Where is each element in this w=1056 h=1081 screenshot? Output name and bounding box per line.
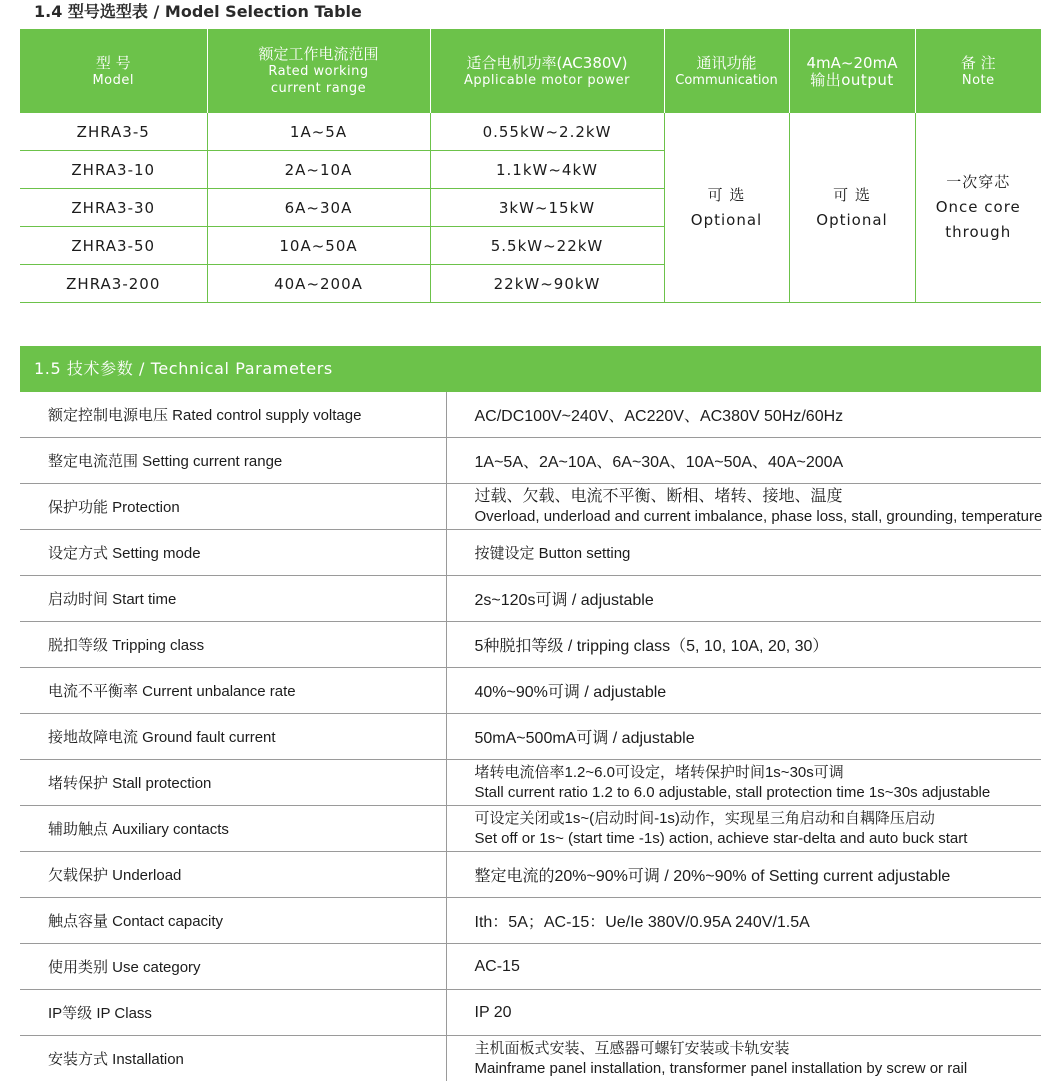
param-name: 辅助触点 Auxiliary contacts bbox=[20, 806, 446, 852]
power-cell: 5.5kW~22kW bbox=[430, 227, 664, 265]
header-zh: 额定工作电流范围 bbox=[208, 45, 430, 63]
current-cell: 10A~50A bbox=[207, 227, 430, 265]
param-row bbox=[20, 484, 1041, 530]
current-cell: 1A~5A bbox=[207, 113, 430, 151]
header-zh: 备 注 bbox=[916, 54, 1042, 72]
param-value: 50mA~500mA可调 / adjustable bbox=[446, 714, 1041, 760]
model-cell: ZHRA3-30 bbox=[20, 189, 207, 227]
param-value: 1A~5A、2A~10A、6A~30A、10A~50A、40A~200A bbox=[446, 438, 1041, 484]
header-rated-current bbox=[207, 29, 430, 113]
model-cell: ZHRA3-50 bbox=[20, 227, 207, 265]
header-en: Communication bbox=[665, 72, 789, 89]
current-cell: 40A~200A bbox=[207, 265, 430, 303]
header-note bbox=[915, 29, 1041, 113]
model-selection-table bbox=[20, 29, 1041, 303]
param-name: 保护功能 Protection bbox=[20, 484, 446, 530]
header-en: Applicable motor power bbox=[431, 72, 664, 89]
tech-section-header: 1.5 技术参数 / Technical Parameters bbox=[20, 346, 1041, 392]
note-en-2: through bbox=[916, 220, 1042, 245]
header-model bbox=[20, 29, 207, 113]
param-row bbox=[20, 852, 1041, 898]
note-zh: 一次穿芯 bbox=[916, 170, 1042, 195]
param-row bbox=[20, 530, 1041, 576]
param-row bbox=[20, 1036, 1041, 1081]
param-value: 按键设定 Button setting bbox=[446, 530, 1041, 576]
param-name: 接地故障电流 Ground fault current bbox=[20, 714, 446, 760]
param-row bbox=[20, 806, 1041, 852]
model-cell: ZHRA3-200 bbox=[20, 265, 207, 303]
param-name: 脱扣等级 Tripping class bbox=[20, 622, 446, 668]
current-cell: 2A~10A bbox=[207, 151, 430, 189]
model-section-title: 1.4 型号选型表 / Model Selection Table bbox=[34, 0, 362, 24]
param-row bbox=[20, 438, 1041, 484]
power-cell: 0.55kW~2.2kW bbox=[430, 113, 664, 151]
param-value: Ith：5A；AC-15：Ue/Ie 380V/0.95A 240V/1.5A bbox=[446, 898, 1041, 944]
param-name: IP等级 IP Class bbox=[20, 990, 446, 1036]
param-value-en: Overload, underload and current imbalance, phase loss, stall, grounding, temperature bbox=[475, 507, 1042, 527]
param-row bbox=[20, 714, 1041, 760]
header-en: Rated working current range bbox=[208, 63, 430, 97]
model-cell: ZHRA3-5 bbox=[20, 113, 207, 151]
param-name: 整定电流范围 Setting current range bbox=[20, 438, 446, 484]
model-table-header-row bbox=[20, 29, 1041, 113]
param-row bbox=[20, 622, 1041, 668]
param-row bbox=[20, 668, 1041, 714]
power-cell: 1.1kW~4kW bbox=[430, 151, 664, 189]
header-communication bbox=[664, 29, 789, 113]
param-row bbox=[20, 944, 1041, 990]
note-en-1: Once core bbox=[916, 195, 1042, 220]
param-value: 40%~90%可调 / adjustable bbox=[446, 668, 1041, 714]
model-row bbox=[20, 113, 1041, 151]
param-value bbox=[446, 760, 1041, 806]
communication-cell bbox=[664, 113, 789, 303]
param-value-zh: 过载、欠载、电流不平衡、断相、堵转、接地、温度 bbox=[475, 486, 1042, 507]
header-en: 输出output bbox=[790, 72, 915, 89]
header-motor-power bbox=[430, 29, 664, 113]
header-en: Note bbox=[916, 72, 1042, 89]
param-name: 额定控制电源电压 Rated control supply voltage bbox=[20, 392, 446, 438]
note-cell bbox=[915, 113, 1041, 303]
param-value: AC/DC100V~240V、AC220V、AC380V 50Hz/60Hz bbox=[446, 392, 1041, 438]
communication-zh: 可 选 bbox=[665, 183, 789, 208]
param-name: 电流不平衡率 Current unbalance rate bbox=[20, 668, 446, 714]
header-zh: 通讯功能 bbox=[665, 54, 789, 72]
header-output bbox=[789, 29, 915, 113]
header-zh: 型 号 bbox=[20, 54, 207, 72]
param-row bbox=[20, 576, 1041, 622]
current-cell: 6A~30A bbox=[207, 189, 430, 227]
param-row bbox=[20, 898, 1041, 944]
param-value: 5种脱扣等级 / tripping class（5, 10, 10A, 20, 30） bbox=[446, 622, 1041, 668]
param-value: AC-15 bbox=[446, 944, 1041, 990]
param-name: 欠载保护 Underload bbox=[20, 852, 446, 898]
param-value-en: Stall current ratio 1.2 to 6.0 adjustable, stall protection time 1s~30s adjustable bbox=[475, 783, 1042, 803]
param-value-zh: 可设定关闭或1s~(启动时间-1s)动作，实现星三角启动和自耦降压启动 bbox=[475, 808, 1042, 829]
param-name: 堵转保护 Stall protection bbox=[20, 760, 446, 806]
power-cell: 22kW~90kW bbox=[430, 265, 664, 303]
header-zh: 适合电机功率(AC380V) bbox=[431, 54, 664, 72]
model-cell: ZHRA3-10 bbox=[20, 151, 207, 189]
param-name: 启动时间 Start time bbox=[20, 576, 446, 622]
param-name: 安装方式 Installation bbox=[20, 1036, 446, 1081]
header-zh: 4mA~20mA bbox=[790, 54, 915, 72]
param-value-zh: 堵转电流倍率1.2~6.0可设定，堵转保护时间1s~30s可调 bbox=[475, 762, 1042, 783]
header-en: Model bbox=[20, 72, 207, 89]
param-value bbox=[446, 1036, 1041, 1081]
param-value bbox=[446, 806, 1041, 852]
output-zh: 可 选 bbox=[790, 183, 915, 208]
param-value bbox=[446, 484, 1041, 530]
param-name: 触点容量 Contact capacity bbox=[20, 898, 446, 944]
param-row bbox=[20, 990, 1041, 1036]
param-name: 使用类别 Use category bbox=[20, 944, 446, 990]
param-value: 2s~120s可调 / adjustable bbox=[446, 576, 1041, 622]
param-name: 设定方式 Setting mode bbox=[20, 530, 446, 576]
param-value-zh: 主机面板式安装、互感器可螺钉安装或卡轨安装 bbox=[475, 1038, 1042, 1059]
param-value: IP 20 bbox=[446, 990, 1041, 1036]
param-value: 整定电流的20%~90%可调 / 20%~90% of Setting current adjustable bbox=[446, 852, 1041, 898]
communication-en: Optional bbox=[665, 208, 789, 233]
power-cell: 3kW~15kW bbox=[430, 189, 664, 227]
param-row bbox=[20, 392, 1041, 438]
param-value-en: Mainframe panel installation, transformer panel installation by screw or rail bbox=[475, 1059, 1042, 1079]
output-en: Optional bbox=[790, 208, 915, 233]
param-row bbox=[20, 760, 1041, 806]
output-cell bbox=[789, 113, 915, 303]
param-value-en: Set off or 1s~ (start time -1s) action, achieve star-delta and auto buck start bbox=[475, 829, 1042, 849]
technical-parameters-table bbox=[20, 392, 1041, 1081]
